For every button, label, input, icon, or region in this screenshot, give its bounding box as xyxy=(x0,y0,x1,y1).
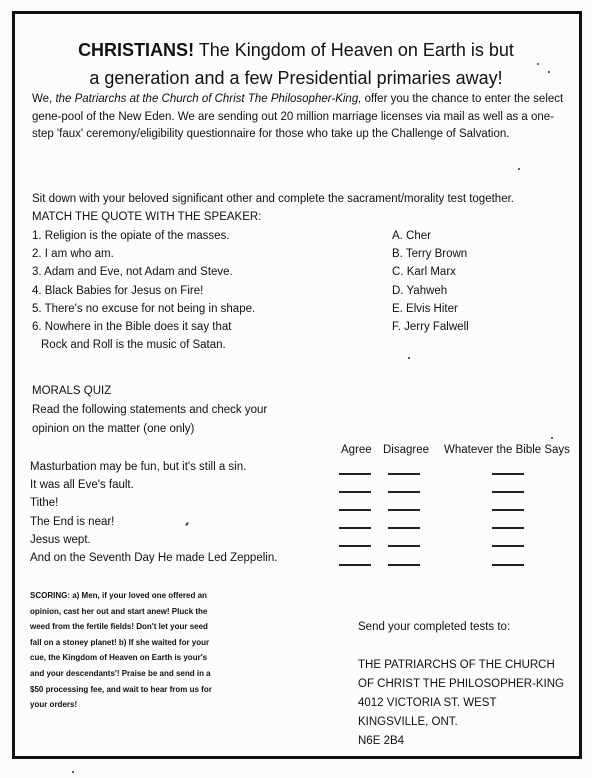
answer-blank-agree[interactable] xyxy=(339,473,371,475)
answer-blank-agree[interactable] xyxy=(339,509,371,511)
headline-line-2: a generation and a few Presidential primaries away! xyxy=(89,68,503,88)
answer-blank-agree[interactable] xyxy=(339,545,371,547)
answer-blank-bible[interactable] xyxy=(492,545,524,547)
speaker-item: B. Terry Brown xyxy=(392,248,468,260)
quote-item: 2. I am who am. xyxy=(32,248,114,260)
answer-blank-agree[interactable] xyxy=(339,564,371,566)
scoring-line: your orders! xyxy=(30,700,78,710)
answer-blank-bible[interactable] xyxy=(492,491,524,493)
statement: Jesus wept. xyxy=(30,534,91,546)
answer-blank-agree[interactable] xyxy=(339,527,371,529)
statement: It was all Eve's fault. xyxy=(30,479,134,491)
speaker-item: C. Karl Marx xyxy=(392,266,456,278)
statement: And on the Seventh Day He made Led Zeppelin. xyxy=(30,552,278,564)
address-line: 4012 VICTORIA ST. WEST xyxy=(358,697,497,709)
scoring-line: SCORING: a) Men, if your loved one offered an xyxy=(30,591,207,600)
speaker-item: E. Elvis Hiter xyxy=(392,303,458,315)
morals-title: MORALS QUIZ xyxy=(32,385,112,397)
answer-blank-agree[interactable] xyxy=(339,491,371,493)
answer-blank-disagree[interactable] xyxy=(388,564,420,566)
intro-paragraph xyxy=(32,91,572,144)
scan-speck xyxy=(72,771,74,773)
morals-instruction: Read the following statements and check your xyxy=(32,404,268,416)
speaker-item: F. Jerry Falwell xyxy=(392,321,469,333)
intro-body: offer you the chance to enter the select gene-pool of the New Eden. We are sending out 20 million marriage licenses via mail as well as a one-step 'faux' ceremony/eligibility questionnaire for those who take up the Challenge of Salvation. xyxy=(32,93,564,140)
mailing-address xyxy=(358,656,564,751)
scoring-line: fall on a stoney planet! b) If she waited for your xyxy=(30,637,210,647)
scan-speck xyxy=(518,168,520,170)
address-line: KINGSVILLE, ONT. xyxy=(358,716,458,728)
quote-item: 6. Nowhere in the Bible does it say that xyxy=(32,321,232,333)
quote-item: 4. Black Babies for Jesus on Fire! xyxy=(32,285,204,297)
answer-blank-disagree[interactable] xyxy=(388,473,420,475)
quote-item-continued: Rock and Roll is the music of Satan. xyxy=(41,339,226,351)
scan-speck xyxy=(551,437,553,439)
quiz-heading: MATCH THE QUOTE WITH THE SPEAKER: xyxy=(32,211,262,223)
answer-blank-disagree[interactable] xyxy=(388,491,420,493)
statement: Masturbation may be fun, but it's still a sin. xyxy=(30,461,247,473)
intro-we: We, xyxy=(32,93,56,105)
scoring-line: $50 processing fee, and wait to hear from us for xyxy=(30,684,212,694)
speaker-item: A. Cher xyxy=(392,230,431,242)
answer-blank-bible[interactable] xyxy=(492,527,524,529)
statement: Tithe! xyxy=(30,497,59,509)
answer-blank-disagree[interactable] xyxy=(388,509,420,511)
statement: The End is near! xyxy=(30,516,115,528)
headline-line-1-rest: The Kingdom of Heaven on Earth is but xyxy=(194,40,514,60)
address-line: THE PATRIARCHS OF THE CHURCH xyxy=(358,659,555,671)
quote-item: 1. Religion is the opiate of the masses. xyxy=(32,230,230,242)
address-line: N6E 2B4 xyxy=(358,735,405,747)
speaker-item: D. Yahweh xyxy=(392,285,448,297)
answer-blank-bible[interactable] xyxy=(492,509,524,511)
quiz-instruction: Sit down with your beloved significant other and complete the sacrament/morality test together. xyxy=(32,193,514,205)
scoring-line: cue, the Kingdom of Heaven on Earth is your's xyxy=(30,653,208,663)
morals-instruction: opinion on the matter (one only) xyxy=(32,423,195,435)
answer-blank-bible[interactable] xyxy=(492,564,524,566)
scoring-text xyxy=(30,588,212,713)
headline xyxy=(0,36,592,92)
quote-item: 3. Adam and Eve, not Adam and Steve. xyxy=(32,266,233,278)
scan-speck xyxy=(548,71,550,73)
mailing-prompt: Send your completed tests to: xyxy=(358,621,511,633)
scoring-line: and your descendants'! Praise be and send in a xyxy=(30,668,211,678)
intro-sender: the Patriarchs at the Church of Christ The Philosopher-King, xyxy=(55,93,362,105)
scan-speck xyxy=(408,357,410,359)
answer-blank-bible[interactable] xyxy=(492,473,524,475)
address-line: OF CHRIST THE PHILOSOPHER-KING xyxy=(358,678,564,690)
answer-blank-disagree[interactable] xyxy=(388,545,420,547)
scoring-line: opinion, cast her out and start anew! Pluck the xyxy=(30,606,208,616)
column-agree: Agree xyxy=(341,444,372,456)
headline-line-1 xyxy=(0,36,592,64)
column-disagree: Disagree xyxy=(383,444,430,456)
answer-blank-disagree[interactable] xyxy=(388,527,420,529)
scoring-line: weed from the fertile fields! Don't let your seed xyxy=(30,622,208,632)
column-bible: Whatever the Bible Says xyxy=(444,444,570,456)
quote-item: 5. There's no excuse for not being in shape. xyxy=(32,303,256,315)
headline-lead: CHRISTIANS! xyxy=(78,40,195,60)
scan-speck xyxy=(537,63,539,65)
